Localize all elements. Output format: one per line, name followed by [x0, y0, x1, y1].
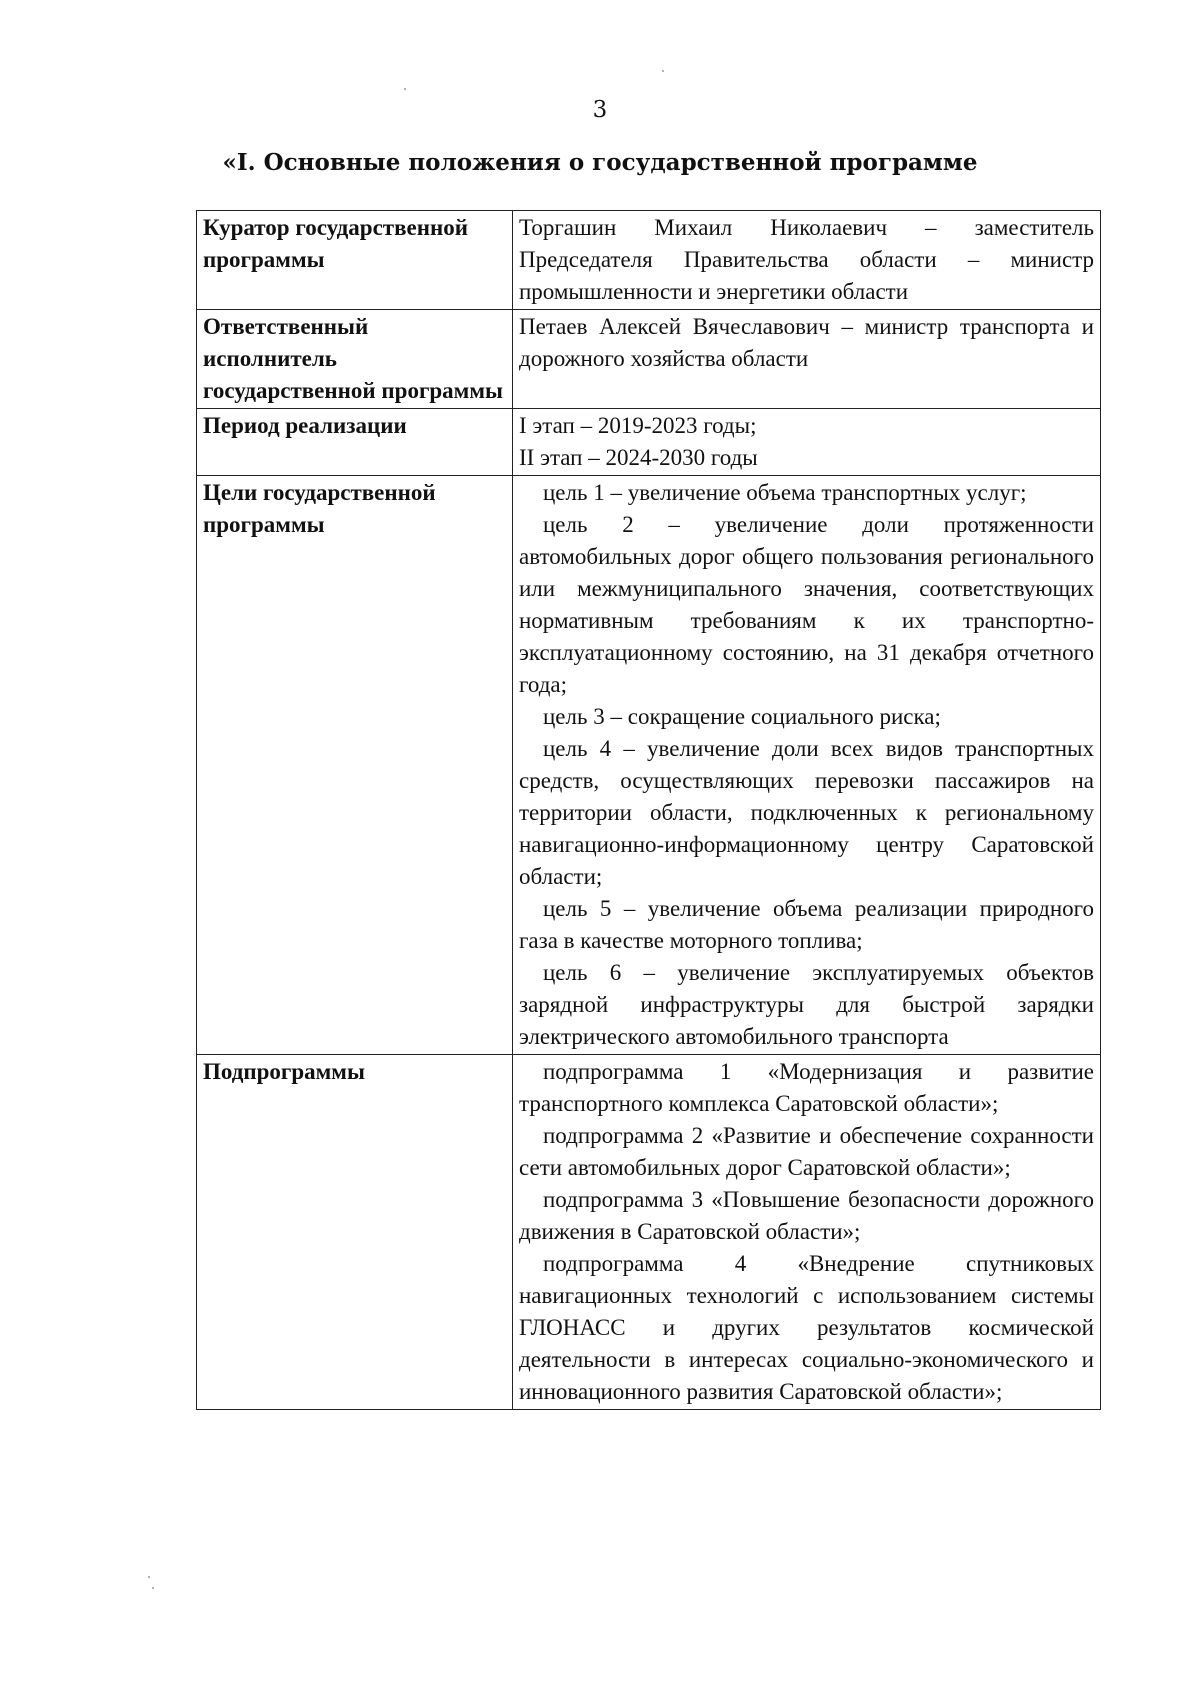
row-label-curator: Куратор государственной программы [197, 211, 513, 310]
row-content-goals [513, 476, 1101, 1055]
row-label-subprograms: Подпрограммы [197, 1055, 513, 1410]
subprogram-item: подпрограмма 1 «Модернизация и развитие транспортного комплекса Саратовской области»; [519, 1059, 1094, 1116]
period-stage-1: I этап – 2019-2023 годы; [519, 413, 757, 438]
goal-item: цель 2 – увеличение доли протяженности автомобильных дорог общего пользования регионального или межмуниципального значения, соответствующих нормативным требованиям к их транспортно-эксплуатационному состоянию, на 31 декабря отчетного года; [519, 512, 1094, 697]
goal-item: цель 6 – увеличение эксплуатируемых объектов зарядной инфраструктуры для быстрой зарядки электрического автомобильного транспорта [519, 960, 1094, 1049]
page-number: 3 [592, 97, 608, 123]
period-stage-2: II этап – 2024-2030 годы [519, 445, 758, 470]
row-label-period: Период реализации [197, 409, 513, 476]
row-content-executor [513, 310, 1101, 409]
program-passport-table [196, 210, 1101, 1410]
row-content-subprograms [513, 1055, 1101, 1410]
goal-item: цель 3 – сокращение социального риска; [543, 704, 941, 729]
section-title: «I. Основные положения о государственной программе [222, 149, 978, 176]
subprogram-item: подпрограмма 3 «Повышение безопасности дорожного движения в Саратовской области»; [519, 1187, 1094, 1244]
table-row-executor [197, 310, 1101, 409]
row-label-executor: Ответственный исполнитель государственной программы [197, 310, 513, 409]
goal-item: цель 4 – увеличение доли всех видов транспортных средств, осуществляющих перевозки пассажиров на территории области, подключенных к региональному навигационно-информационному центру Саратовской области; [519, 736, 1094, 889]
row-content-curator [513, 211, 1101, 310]
scan-speck [148, 1576, 150, 1578]
table-row-subprograms [197, 1055, 1101, 1410]
scan-speck [662, 70, 664, 72]
table-row-goals [197, 476, 1101, 1055]
table-row-period [197, 409, 1101, 476]
row-label-goals: Цели государственной программы [197, 476, 513, 1055]
subprogram-item: подпрограмма 4 «Внедрение спутниковых навигационных технологий с использованием системы ГЛОНАСС и других результатов космической деятельности в интересах социально-экономического и инновационного развития Саратовской области»; [519, 1251, 1094, 1404]
executor-text: Петаев Алексей Вячеславович – министр транспорта и дорожного хозяйства области [519, 314, 1094, 371]
row-content-period [513, 409, 1101, 476]
scan-speck [404, 88, 406, 90]
table-row-curator [197, 211, 1101, 310]
scan-speck [152, 1587, 154, 1589]
subprogram-item: подпрограмма 2 «Развитие и обеспечение сохранности сети автомобильных дорог Саратовской области»; [519, 1123, 1094, 1180]
curator-text: Торгашин Михаил Николаевич – заместитель Председателя Правительства области – министр промышленности и энергетики области [519, 215, 1094, 304]
goal-item: цель 5 – увеличение объема реализации природного газа в качестве моторного топлива; [519, 896, 1094, 953]
goal-item: цель 1 – увеличение объема транспортных услуг; [543, 480, 1027, 505]
